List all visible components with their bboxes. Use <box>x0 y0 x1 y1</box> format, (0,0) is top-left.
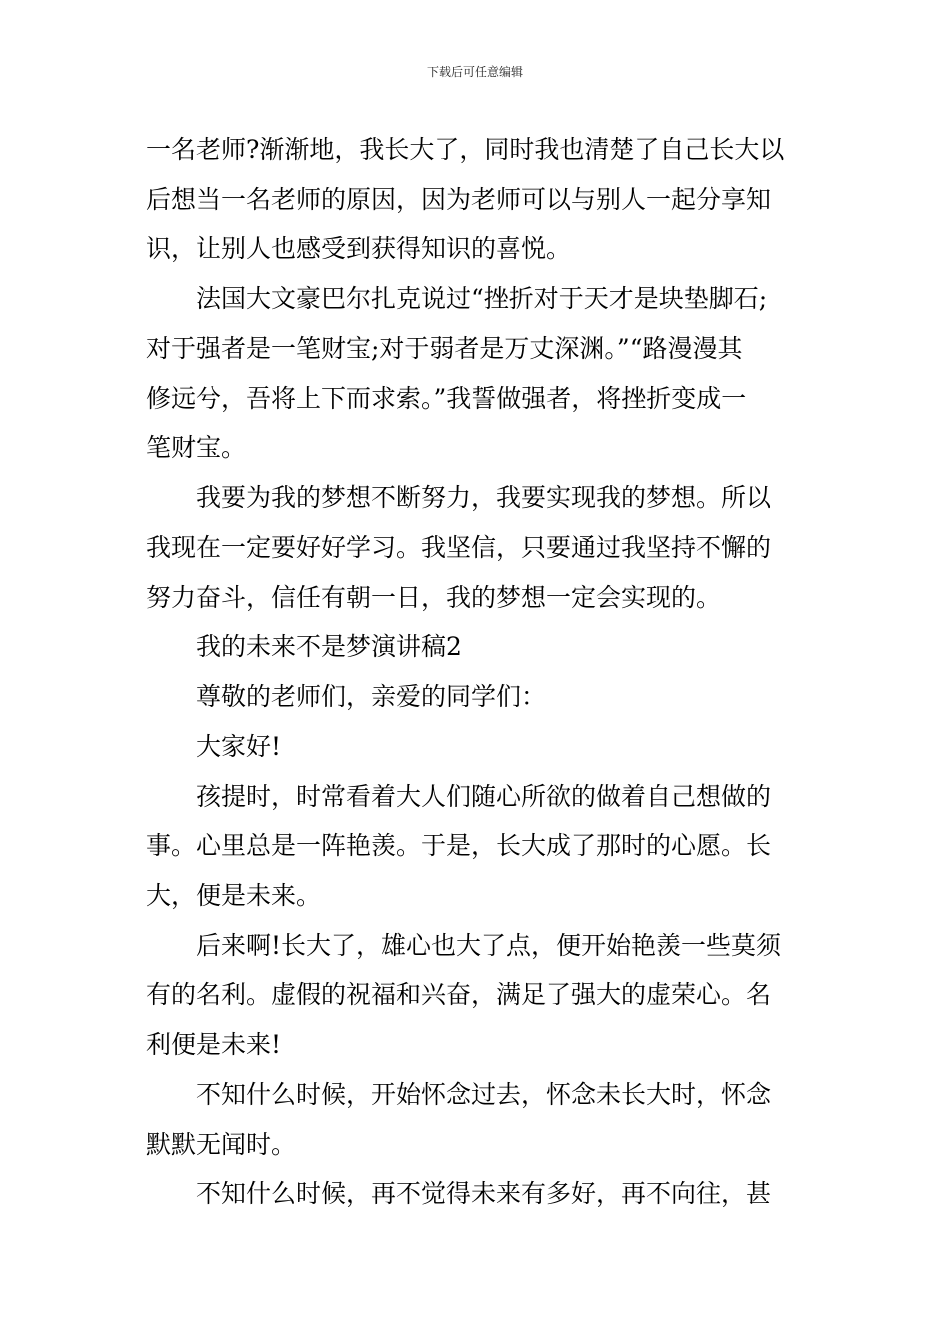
text-line: 修远兮，吾将上下而求索。”我誓做强者，将挫折变成一 <box>146 384 747 413</box>
text-line: 事。心里总是一阵艳羡。于是，长大成了那时的心愿。长 <box>146 831 772 860</box>
paragraph-first-line: 法国大文豪巴尔扎克说过“挫折对于天才是块垫脚石; <box>196 284 768 313</box>
text-line: 努力奋斗，信任有朝一日，我的梦想一定会实现的。 <box>146 583 722 612</box>
page-header: 下载后可任意编辑 <box>426 65 523 79</box>
paragraph-first-line: 后来啊!长大了，雄心也大了点，便开始艳羡一些莫须 <box>196 931 782 960</box>
text-line: 对于强者是一笔财宝;对于弱者是万丈深渊。”“路漫漫其 <box>146 334 743 363</box>
text-line: 默默无闻时。 <box>146 1130 297 1159</box>
paragraph-first-line: 孩提时，时常看着大人们随心所欲的做着自己想做的 <box>196 782 772 811</box>
text-line: 我现在一定要好好学习。我坚信，只要通过我坚持不懈的 <box>146 533 772 562</box>
paragraph-first-line: 我要为我的梦想不断努力，我要实现我的梦想。所以 <box>196 483 772 512</box>
text-line: 笔财宝。 <box>146 433 247 462</box>
greeting: 大家好! <box>196 732 282 761</box>
text-line: 大，便是未来。 <box>146 881 322 910</box>
text-line: 识，让别人也感受到获得知识的喜悦。 <box>146 234 572 263</box>
paragraph-first-line: 不知什么时候，再不觉得未来有多好，再不向往，甚 <box>196 1179 772 1208</box>
text-line: 有的名利。虚假的祝福和兴奋，满足了强大的虚荣心。名 <box>146 980 772 1009</box>
text-line: 后想当一名老师的原因，因为老师可以与别人一起分享知 <box>146 185 772 214</box>
section-title: 我的未来不是梦演讲稿2 <box>196 632 462 661</box>
paragraph-first-line: 不知什么时候，开始怀念过去，怀念未长大时，怀念 <box>196 1080 772 1109</box>
salutation: 尊敬的老师们，亲爱的同学们： <box>196 682 547 711</box>
text-line: 利便是未来! <box>146 1030 282 1059</box>
text-line: 一名老师?渐渐地，我长大了，同时我也清楚了自己长大以 <box>146 135 785 164</box>
